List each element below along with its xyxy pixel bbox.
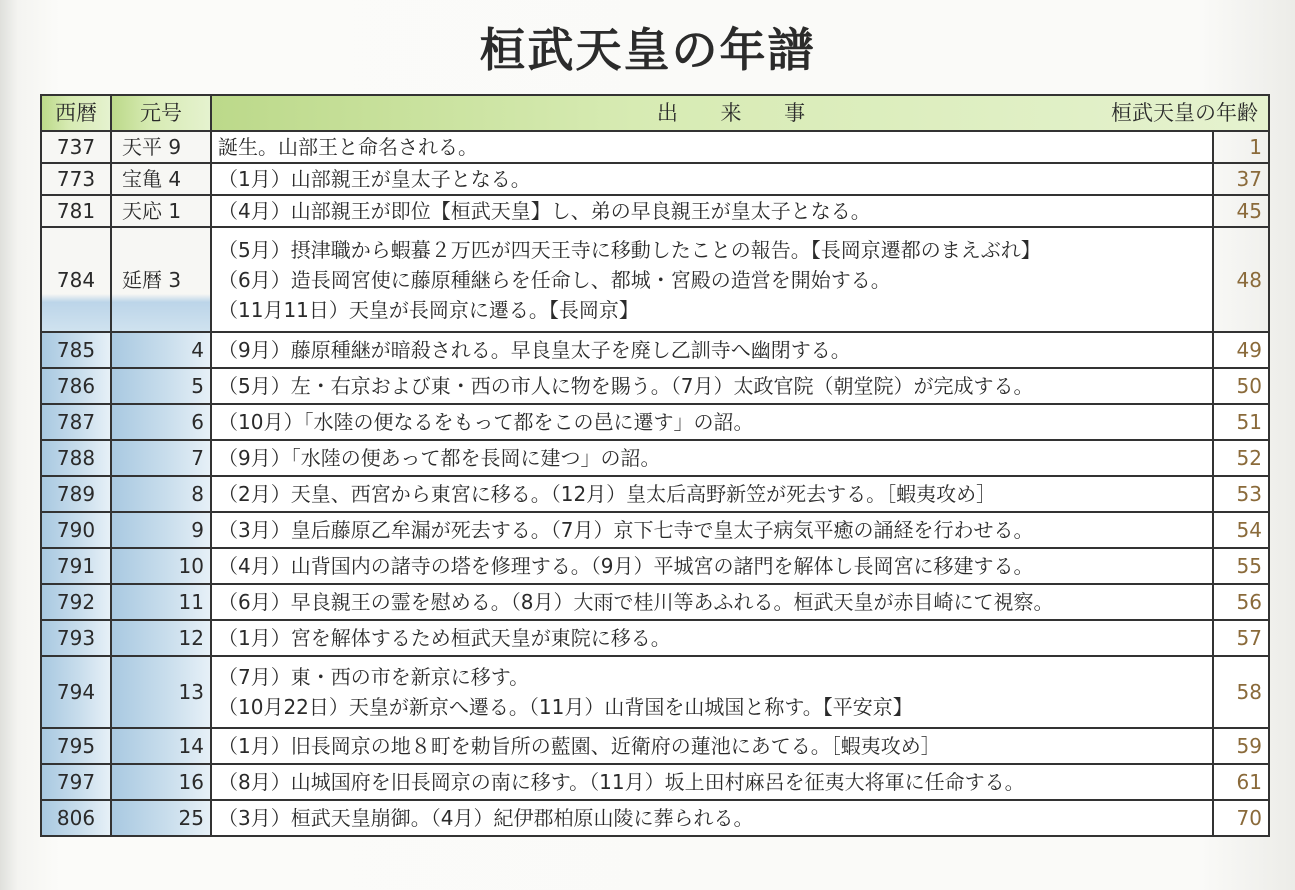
event-line: （9月）藤原種継が暗殺される。早良皇太子を廃し乙訓寺へ幽閉する。 bbox=[218, 338, 851, 362]
age-cell: 49 bbox=[1213, 332, 1269, 368]
age-cell: 51 bbox=[1213, 404, 1269, 440]
header-event: 出 来 事 bbox=[656, 101, 824, 125]
event-line: （10月22日）天皇が新京へ遷る。（11月）山背国を山城国と称す。【平安京】 bbox=[218, 695, 913, 719]
era-cell: 7 bbox=[111, 440, 211, 476]
event-cell bbox=[211, 332, 1213, 368]
year-cell: 787 bbox=[41, 404, 111, 440]
year-cell: 784 bbox=[41, 227, 111, 332]
event-cell bbox=[211, 440, 1213, 476]
table-row bbox=[41, 620, 1269, 656]
age-cell: 57 bbox=[1213, 620, 1269, 656]
event-line: （11月11日）天皇が長岡京に遷る。【長岡京】 bbox=[218, 297, 639, 322]
age-cell: 50 bbox=[1213, 368, 1269, 404]
event-line: （8月）山城国府を旧長岡京の南に移す。（11月）坂上田村麻呂を征夷大将軍に任命する。 bbox=[218, 770, 1025, 794]
table-row bbox=[41, 476, 1269, 512]
event-cell bbox=[211, 476, 1213, 512]
age-cell: 1 bbox=[1213, 131, 1269, 163]
event-cell bbox=[211, 131, 1213, 163]
year-cell: 793 bbox=[41, 620, 111, 656]
era-cell: 6 bbox=[111, 404, 211, 440]
age-cell: 53 bbox=[1213, 476, 1269, 512]
era-cell: 天平 9 bbox=[111, 131, 211, 163]
table-row bbox=[41, 163, 1269, 195]
age-cell: 70 bbox=[1213, 800, 1269, 836]
age-cell: 61 bbox=[1213, 764, 1269, 800]
header-event-cell bbox=[211, 95, 1269, 131]
event-line: 誕生。山部王と命名される。 bbox=[218, 135, 478, 159]
event-line: （6月）早良親王の霊を慰める。（8月）大雨で桂川等あふれる。桓武天皇が赤目崎にて視察。 bbox=[218, 590, 1054, 614]
event-line: （6月）造長岡宮使に藤原種継らを任命し、都城・宮殿の造営を開始する。 bbox=[218, 267, 891, 292]
era-cell: 10 bbox=[111, 548, 211, 584]
header-age: 桓武天皇の年齢 bbox=[1111, 101, 1258, 125]
table-row bbox=[41, 584, 1269, 620]
table-row bbox=[41, 227, 1269, 332]
year-cell: 781 bbox=[41, 195, 111, 227]
table-row bbox=[41, 764, 1269, 800]
age-cell: 58 bbox=[1213, 656, 1269, 728]
event-cell bbox=[211, 227, 1213, 332]
year-cell: 792 bbox=[41, 584, 111, 620]
year-cell: 788 bbox=[41, 440, 111, 476]
event-line: （5月）摂津職から蝦蟇２万匹が四天王寺に移動したことの報告。【長岡京遷都のまえぶれ】 bbox=[218, 237, 1041, 262]
era-cell: 8 bbox=[111, 476, 211, 512]
event-line: （4月）山部親王が即位【桓武天皇】し、弟の早良親王が皇太子となる。 bbox=[218, 199, 871, 223]
event-line: （3月）皇后藤原乙牟漏が死去する。（7月）京下七寺で皇太子病気平癒の誦経を行わせる。 bbox=[218, 518, 1034, 542]
event-cell bbox=[211, 368, 1213, 404]
event-line: （10月）「水陸の便なるをもって都をこの邑に遷す」の詔。 bbox=[218, 410, 754, 434]
event-cell bbox=[211, 195, 1213, 227]
event-cell bbox=[211, 584, 1213, 620]
event-line: （3月）桓武天皇崩御。（4月）紀伊郡柏原山陵に葬られる。 bbox=[218, 806, 754, 830]
event-line: （9月）「水陸の便あって都を長岡に建つ」の詔。 bbox=[218, 446, 661, 470]
year-cell: 786 bbox=[41, 368, 111, 404]
event-cell bbox=[211, 163, 1213, 195]
event-cell bbox=[211, 620, 1213, 656]
era-cell: 9 bbox=[111, 512, 211, 548]
era-cell: 天応 1 bbox=[111, 195, 211, 227]
age-cell: 56 bbox=[1213, 584, 1269, 620]
era-cell: 12 bbox=[111, 620, 211, 656]
event-cell bbox=[211, 728, 1213, 764]
table-row bbox=[41, 332, 1269, 368]
era-cell: 5 bbox=[111, 368, 211, 404]
year-cell: 806 bbox=[41, 800, 111, 836]
event-line: （4月）山背国内の諸寺の塔を修理する。（9月）平城宮の諸門を解体し長岡宮に移建する。 bbox=[218, 554, 1034, 578]
header-row bbox=[41, 95, 1269, 131]
event-line: （5月）左・右京および東・西の市人に物を賜う。（7月）太政官院（朝堂院）が完成する。 bbox=[218, 374, 1034, 398]
table-row bbox=[41, 404, 1269, 440]
age-cell: 54 bbox=[1213, 512, 1269, 548]
event-line: （1月）宮を解体するため桓武天皇が東院に移る。 bbox=[218, 626, 671, 650]
year-cell: 794 bbox=[41, 656, 111, 728]
table-body bbox=[41, 131, 1269, 836]
table-row bbox=[41, 728, 1269, 764]
header-year: 西暦 bbox=[41, 95, 111, 131]
event-cell bbox=[211, 548, 1213, 584]
table-row bbox=[41, 368, 1269, 404]
era-cell: 13 bbox=[111, 656, 211, 728]
era-cell: 25 bbox=[111, 800, 211, 836]
event-cell bbox=[211, 512, 1213, 548]
age-cell: 55 bbox=[1213, 548, 1269, 584]
table-row bbox=[41, 195, 1269, 227]
table-row bbox=[41, 440, 1269, 476]
era-cell: 16 bbox=[111, 764, 211, 800]
table-row bbox=[41, 512, 1269, 548]
event-cell bbox=[211, 800, 1213, 836]
era-cell: 延暦 3 bbox=[111, 227, 211, 332]
age-cell: 52 bbox=[1213, 440, 1269, 476]
chronology-table bbox=[40, 94, 1270, 837]
year-cell: 789 bbox=[41, 476, 111, 512]
age-cell: 45 bbox=[1213, 195, 1269, 227]
year-cell: 795 bbox=[41, 728, 111, 764]
event-cell bbox=[211, 764, 1213, 800]
year-cell: 791 bbox=[41, 548, 111, 584]
page-title: 桓武天皇の年譜 bbox=[479, 23, 816, 77]
event-cell bbox=[211, 656, 1213, 728]
table-row bbox=[41, 548, 1269, 584]
event-line: （1月）山部親王が皇太子となる。 bbox=[218, 167, 531, 191]
age-cell: 48 bbox=[1213, 227, 1269, 332]
era-cell: 4 bbox=[111, 332, 211, 368]
year-cell: 737 bbox=[41, 131, 111, 163]
year-cell: 773 bbox=[41, 163, 111, 195]
table-row bbox=[41, 131, 1269, 163]
event-line: （7月）東・西の市を新京に移す。 bbox=[218, 665, 530, 689]
era-cell: 宝亀 4 bbox=[111, 163, 211, 195]
table-row bbox=[41, 656, 1269, 728]
era-cell: 14 bbox=[111, 728, 211, 764]
event-cell bbox=[211, 404, 1213, 440]
year-cell: 790 bbox=[41, 512, 111, 548]
header-era: 元号 bbox=[111, 95, 211, 131]
event-line: （1月）旧長岡京の地８町を勅旨所の藍園、近衛府の蓮池にあてる。［蝦夷攻め］ bbox=[218, 734, 941, 758]
event-line: （2月）天皇、西宮から東宮に移る。（12月）皇太后高野新笠が死去する。［蝦夷攻め］ bbox=[218, 482, 997, 506]
year-cell: 797 bbox=[41, 764, 111, 800]
year-cell: 785 bbox=[41, 332, 111, 368]
table-row bbox=[41, 800, 1269, 836]
age-cell: 59 bbox=[1213, 728, 1269, 764]
age-cell: 37 bbox=[1213, 163, 1269, 195]
era-cell: 11 bbox=[111, 584, 211, 620]
